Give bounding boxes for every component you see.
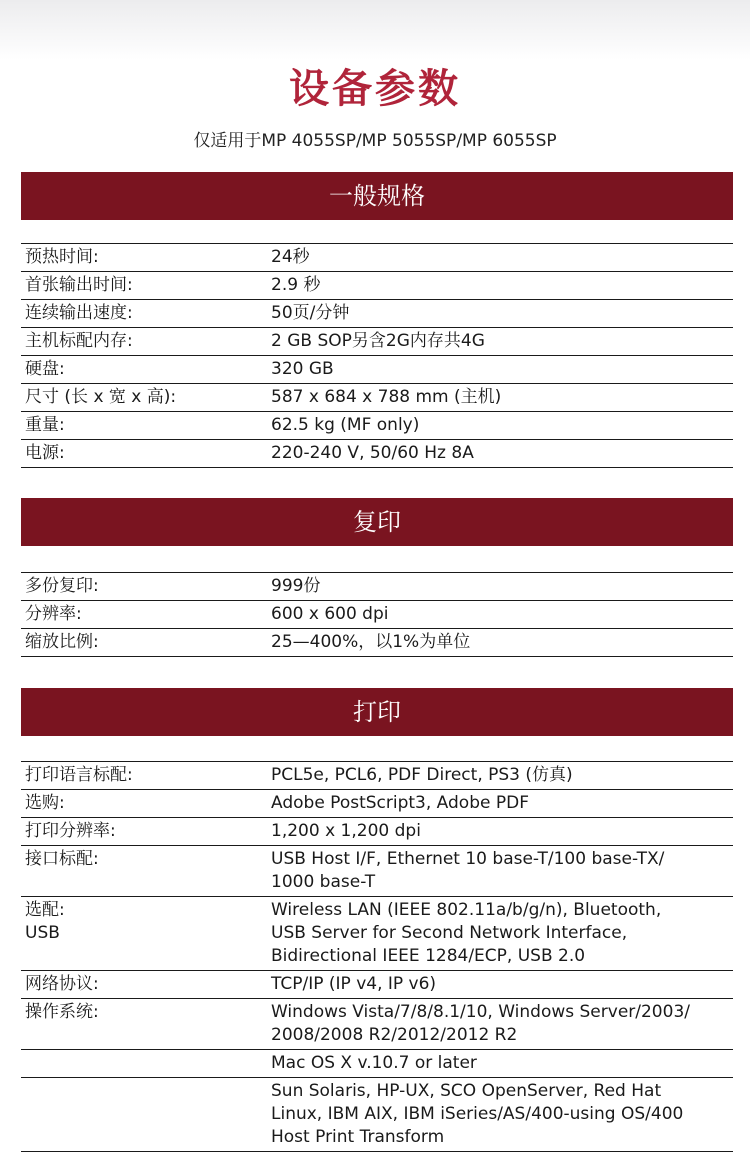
table-row <box>21 1078 733 1152</box>
row-value: 2 GB SOP另含2G内存共4G <box>271 331 485 351</box>
table-row <box>21 440 733 468</box>
row-value: 2.9 秒 <box>271 275 321 295</box>
row-label: 缩放比例: <box>25 632 99 652</box>
table-row <box>21 601 733 629</box>
row-label: 首张输出时间: <box>25 275 133 295</box>
table-row <box>21 999 733 1050</box>
row-value: Adobe PostScript3, Adobe PDF <box>271 793 529 813</box>
page-title: 设备参数 <box>289 66 461 112</box>
section-header-copy: 复印 <box>21 498 733 546</box>
row-label: 操作系统: <box>25 1002 99 1022</box>
row-label: 选配: USB <box>25 900 65 943</box>
row-label: 电源: <box>25 443 65 463</box>
row-label: 打印语言标配: <box>25 765 133 785</box>
row-label: 打印分辨率: <box>25 821 116 841</box>
row-label: 连续输出速度: <box>25 303 133 323</box>
row-value: 25—400%，以1%为单位 <box>271 632 471 652</box>
row-value: Windows Vista/7/8/8.1/10, Windows Server/2003/ 2008/2008 R2/2012/2012 R2 <box>271 1002 690 1045</box>
section-header-print: 打印 <box>21 688 733 736</box>
row-label: 接口标配: <box>25 849 99 869</box>
row-value: 220-240 V, 50/60 Hz 8A <box>271 443 474 463</box>
row-value: 1,200 x 1,200 dpi <box>271 821 421 841</box>
row-value: Sun Solaris, HP-UX, SCO OpenServer, Red Hat Linux, IBM AIX, IBM iSeries/AS/400-using OS/400 Host Print Transform <box>271 1081 684 1147</box>
table-row <box>21 897 733 971</box>
page-subtitle: 仅适用于MP 4055SP/MP 5055SP/MP 6055SP <box>193 131 557 151</box>
row-label: 多份复印: <box>25 576 99 596</box>
row-value: Wireless LAN (IEEE 802.11a/b/g/n), Bluetooth, USB Server for Second Network Interface, Bidirectional IEEE 1284/ECP, USB 2.0 <box>271 900 662 966</box>
row-label: 网络协议: <box>25 974 99 994</box>
table-row <box>21 1050 733 1078</box>
row-value: 50页/分钟 <box>271 303 350 323</box>
row-label: 重量: <box>25 415 65 435</box>
row-value: 320 GB <box>271 359 334 379</box>
row-label: 硬盘: <box>25 359 65 379</box>
table-row <box>21 971 733 999</box>
row-label: 主机标配内存: <box>25 331 133 351</box>
table-row <box>21 629 733 657</box>
row-label: 分辨率: <box>25 604 82 624</box>
row-value: 600 x 600 dpi <box>271 604 389 624</box>
row-label: 预热时间: <box>25 247 99 267</box>
row-label: 尺寸 (长 x 宽 x 高): <box>25 387 177 407</box>
table-row <box>21 356 733 384</box>
spec-table-general <box>21 243 733 468</box>
row-label: 选购: <box>25 793 65 813</box>
table-row <box>21 762 733 790</box>
row-value: Mac OS X v.10.7 or later <box>271 1053 477 1073</box>
row-label <box>21 1078 271 1151</box>
table-row <box>21 412 733 440</box>
top-gradient <box>0 0 750 60</box>
table-row <box>21 272 733 300</box>
row-label <box>21 1050 271 1077</box>
row-value: 587 x 684 x 788 mm (主机) <box>271 387 502 407</box>
row-value: 999份 <box>271 576 321 596</box>
row-value: PCL5e, PCL6, PDF Direct, PS3 (仿真) <box>271 765 573 785</box>
table-row <box>21 846 733 897</box>
row-value: 24秒 <box>271 247 310 267</box>
table-row <box>21 384 733 412</box>
table-row <box>21 328 733 356</box>
table-row <box>21 818 733 846</box>
table-row <box>21 573 733 601</box>
table-row <box>21 790 733 818</box>
spec-table-print <box>21 761 733 1152</box>
table-row <box>21 300 733 328</box>
spec-table-copy <box>21 572 733 657</box>
row-value: TCP/IP (IP v4, IP v6) <box>271 974 437 994</box>
section-header-general: 一般规格 <box>21 172 733 220</box>
table-row <box>21 244 733 272</box>
row-value: USB Host I/F, Ethernet 10 base-T/100 base-TX/ 1000 base-T <box>271 849 665 892</box>
row-value: 62.5 kg (MF only) <box>271 415 420 435</box>
